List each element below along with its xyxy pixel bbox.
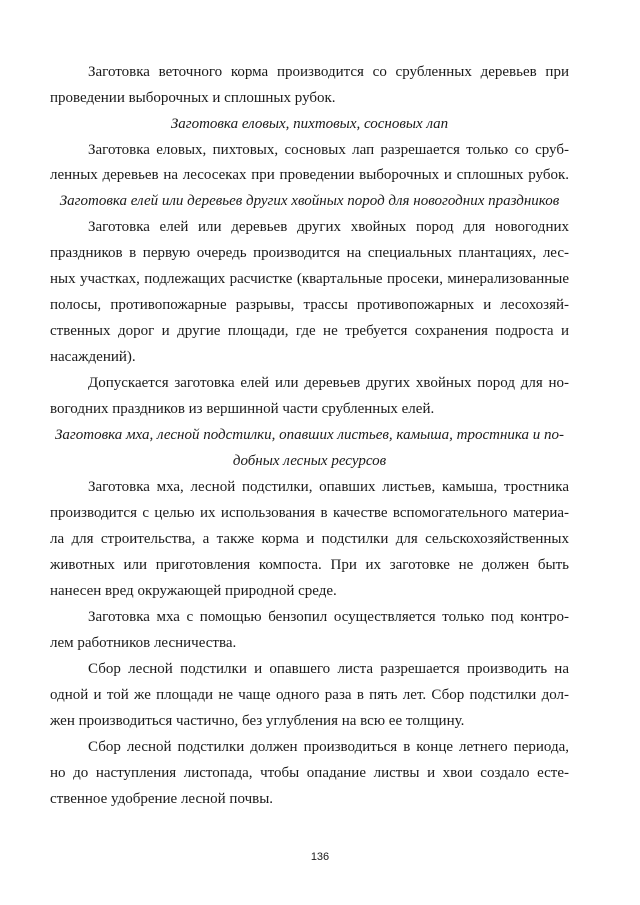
text-line: вогодних праздников из вершинной части срубленных елей.	[50, 401, 435, 417]
text-line: Заготовка мха, лесной подстилки, опавших листьев, камыша, тростника	[88, 479, 569, 495]
text-line: одной и той же площади не чаще одного раза в пять лет. Сбор подстилки дол-	[50, 687, 569, 703]
text-line: праздников в первую очередь производится на специальных плантациях, лес-	[50, 245, 569, 261]
text-line: жен производиться частично, без углубления на всю ее толщину.	[50, 713, 465, 729]
text-line: животных или приготовления компоста. При их заготовке не должен быть	[50, 557, 569, 573]
text-line: полосы, противопожарные разрывы, трассы противопожарных и лесохозяй-	[50, 297, 569, 313]
text-line: Сбор лесной подстилки и опавшего листа разрешается производить на	[88, 661, 569, 677]
text-line: проведении выборочных и сплошных рубок.	[50, 90, 336, 106]
text-line: ственное удобрение лесной почвы.	[50, 791, 274, 807]
text-line: ственных дорог и другие площади, где не требуется сохранения подроста и	[50, 323, 569, 339]
text-line: Заготовка веточного корма производится со срубленных деревьев при	[88, 64, 569, 80]
section-heading: Заготовка елей или деревьев других хвойных пород для новогодних праздников	[59, 193, 560, 209]
text-line: Заготовка елей или деревьев других хвойных пород для новогодних	[88, 219, 569, 235]
text-line: ленных деревьев на лесосеках при проведении выборочных и сплошных рубок.	[50, 167, 569, 183]
text-line: нанесен вред окружающей природной среде.	[50, 583, 337, 599]
section-heading: Заготовка еловых, пихтовых, сосновых лап	[170, 116, 449, 132]
text-line: лем работников лесничества.	[50, 635, 237, 651]
text-line: насаждений).	[50, 349, 136, 365]
text-line: ных участках, подлежащих расчистке (квартальные просеки, минерализованные	[50, 271, 569, 287]
section-heading: Заготовка мха, лесной подстилки, опавших листьев, камыша, тростника и по-	[54, 427, 565, 443]
text-line: Допускается заготовка елей или деревьев других хвойных пород для но-	[88, 375, 569, 391]
text-line: производится с целью их использования в качестве вспомогательного материа-	[50, 505, 569, 521]
section-heading: добных лесных ресурсов	[232, 453, 387, 469]
text-line: Заготовка еловых, пихтовых, сосновых лап разрешается только со сруб-	[88, 142, 569, 158]
text-line: Сбор лесной подстилки должен производиться в конце летнего периода,	[88, 739, 569, 755]
text-line: Заготовка мха с помощью бензопил осуществляется только под контро-	[88, 609, 569, 625]
page-number: 136	[310, 851, 330, 863]
text-line: ла для строительства, а также корма и подстилки для сельскохозяйственных	[50, 531, 569, 547]
text-line: но до наступления листопада, чтобы опадание листвы и хвои создало есте-	[50, 765, 569, 781]
